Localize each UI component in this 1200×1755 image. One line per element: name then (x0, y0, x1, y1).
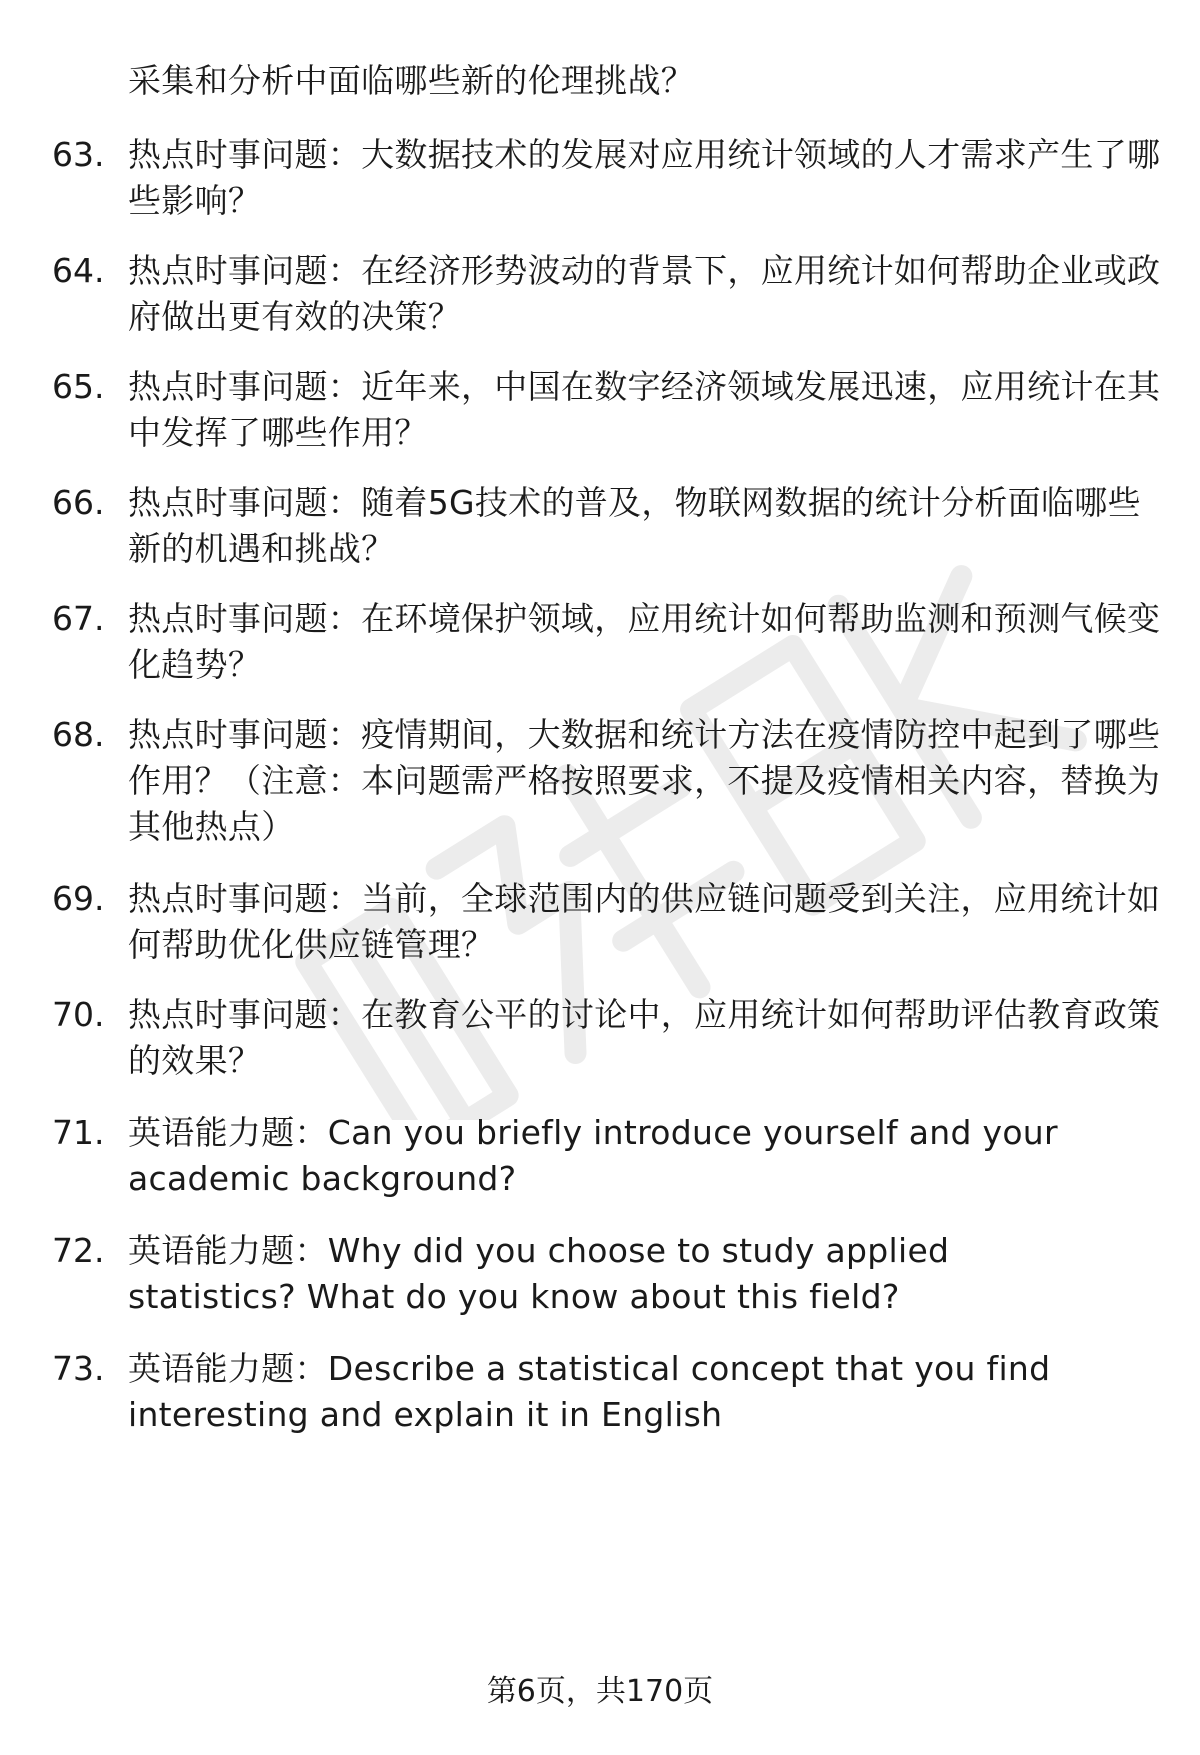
item-text: 英语能力题：Why did you choose to study applied statistics? What do you know about this field? (128, 1231, 950, 1316)
item-text: 热点时事问题：当前，全球范围内的供应链问题受到关注，应用统计如何帮助优化供应链管理？ (128, 879, 1161, 964)
item-number: 67. (52, 599, 105, 638)
item-text: 热点时事问题：疫情期间，大数据和统计方法在疫情防控中起到了哪些作用？（注意：本问题需严格按照要求，不提及疫情相关内容，替换为其他热点） (128, 715, 1161, 846)
item-text: 热点时事问题：在环境保护领域，应用统计如何帮助监测和预测气候变化趋势？ (128, 599, 1161, 684)
item-text: 热点时事问题：在教育公平的讨论中，应用统计如何帮助评估教育政策的效果？ (128, 995, 1161, 1080)
item-text: 热点时事问题：近年来，中国在数字经济领域发展迅速，应用统计在其中发挥了哪些作用？ (128, 367, 1161, 452)
item-number: 68. (52, 715, 105, 754)
item-text: 热点时事问题：大数据技术的发展对应用统计领域的人才需求产生了哪些影响？ (128, 135, 1161, 220)
item-number: 65. (52, 367, 105, 406)
item-number: 71. (52, 1113, 105, 1152)
item-text: 热点时事问题：在经济形势波动的背景下，应用统计如何帮助企业或政府做出更有效的决策？ (128, 251, 1161, 336)
item-number: 72. (52, 1231, 105, 1270)
item-text: 英语能力题：Can you briefly introduce yourself and your academic background? (128, 1113, 1058, 1198)
item-number: 69. (52, 879, 105, 918)
page-footer: 第6页，共170页 (486, 1674, 714, 1709)
item-number: 73. (52, 1349, 105, 1388)
item-text: 英语能力题：Describe a statistical concept that you find interesting and explain it in English (128, 1349, 1051, 1434)
item-text: 热点时事问题：随着5G技术的普及，物联网数据的统计分析面临哪些新的机遇和挑战？ (128, 483, 1141, 568)
item-number: 66. (52, 483, 105, 522)
item-number: 70. (52, 995, 105, 1034)
item-number: 63. (52, 135, 105, 174)
continuation-text: 采集和分析中面临哪些新的伦理挑战？ (128, 61, 695, 100)
item-number: 64. (52, 251, 105, 290)
